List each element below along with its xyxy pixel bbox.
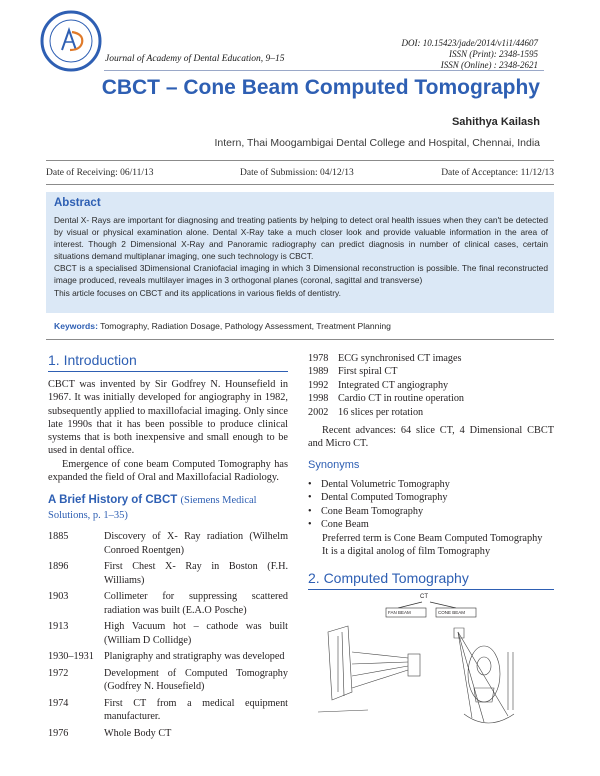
journal-logo (40, 10, 102, 72)
keywords-rule (46, 339, 554, 340)
history-event: Cardio CT in routine operation (338, 393, 465, 405)
history-year: 1930–1931 (48, 651, 94, 662)
history-event: Planigraphy and stratigraphy was developed (104, 651, 285, 662)
history-year: 1896 (48, 561, 69, 572)
date-receiving: Date of Receiving: 06/11/13 (46, 168, 154, 178)
history-event: ECG synchronised CT images (338, 353, 462, 364)
introduction-text (48, 378, 288, 484)
doi: DOI: 10.15423/jade/2014/v1i1/44607 (401, 38, 538, 48)
history-year: 1976 (48, 727, 69, 739)
ct-diagram (308, 592, 554, 742)
intro-paragraph-2: Emergence of cone beam Computed Tomography has expanded the field of Oral and Maxillofacial Radiology. (48, 458, 288, 484)
history-row (48, 650, 288, 667)
history-year: 1885 (48, 531, 69, 542)
history-year: 1998 (308, 393, 329, 405)
synonym-item: • Cone Beam Tomography (308, 505, 450, 518)
history-event: First Chest X- Ray in Boston (F.H. Williams) (104, 561, 288, 586)
diagram-label-cone-beam: CONE BEAM (438, 610, 466, 615)
dates-rule-top (46, 160, 554, 161)
abstract-paragraph-3: This article focuses on CBCT and its applications in various fields of dentistry. (54, 287, 341, 298)
author-name: Sahithya Kailash (451, 116, 540, 128)
history-row (48, 560, 288, 590)
synonym-item: • Dental Computed Tomography (308, 491, 450, 504)
date-acceptance: Date of Acceptance: 11/12/13 (441, 168, 554, 178)
abstract-paragraph-2: CBCT is a specialised 3Dimensional Craniofacial imaging in which 3 Dimensional reconstruction is possible. The final reconstructed image produced, reveals multilayer images in 3 orthogonal planes (coronal, sagittal and transverse) (54, 263, 548, 286)
author-affiliation: Intern, Thai Moogambigai Dental College and Hospital, Chennai, India (214, 137, 540, 149)
history-source: (Siemens Medical Solutions, p. 1–35) (48, 495, 257, 521)
keywords-label: Keywords: (54, 321, 98, 331)
diagram-label-fan-beam: FAN BEAM (388, 610, 411, 615)
journal-pages: 9–15 (265, 54, 285, 64)
history-row (48, 590, 288, 620)
journal-name: Journal of Academy of Dental Education, (105, 54, 264, 64)
history-row (48, 667, 288, 697)
history-year: 1992 (308, 379, 329, 391)
history-event: Discovery of X- Ray radiation (Wilhelm Conroed Roentgen) (104, 531, 288, 556)
history-year: 1972 (48, 667, 69, 679)
recent-advances: Recent advances: 64 slice CT, 4 Dimensional CBCT and Micro CT. (308, 425, 554, 450)
synonyms-list (308, 478, 450, 532)
history-row (308, 379, 464, 392)
history-event: Development of Computed Tomography (Godfrey N. Housefield) (104, 667, 288, 692)
history-year: 1913 (48, 621, 69, 632)
history-year: 2002 (308, 406, 329, 418)
abstract-text (54, 214, 548, 299)
history-year: 1903 (48, 591, 69, 602)
history-heading (48, 493, 288, 523)
history-row (308, 392, 464, 405)
history-row (48, 620, 288, 650)
history-row (308, 352, 464, 365)
diagram-label-ct: CT (420, 594, 428, 600)
section-rule-computed-tomography (308, 589, 554, 590)
dates-rule-bottom (46, 184, 554, 185)
history-event: High Vacuum hot – cathode was built (William D Collidge) (104, 621, 288, 646)
history-table-continued (308, 352, 464, 419)
history-event: Whole Body CT (104, 727, 172, 739)
section-heading-introduction: 1. Introduction (48, 352, 137, 368)
history-year: 1974 (48, 697, 69, 709)
cone-beam-sketch (454, 628, 514, 723)
history-row (308, 365, 464, 378)
article-identifiers (402, 38, 539, 71)
synonyms-heading: Synonyms (308, 459, 360, 471)
history-year: 1978 (308, 353, 329, 364)
issn-print: ISSN (Print): 2348-1595 (449, 49, 538, 59)
synonyms-notes (322, 532, 554, 559)
intro-paragraph-1: CBCT was invented by Sir Godfrey N. Hounsefield in 1967. It was initially developed for angiography in 1982, subsequently applied to maxillofacial imaging. Only since late 1990s that it has been possible to produce clinical systems that is both inexpensive and small enough to be used in dental office. (48, 379, 288, 457)
synonym-item: • Dental Volumetric Tomography (308, 478, 450, 491)
section-heading-computed-tomography: 2. Computed Tomography (308, 570, 469, 586)
synonym-item: • Cone Beam (308, 518, 450, 531)
abstract-heading: Abstract (54, 197, 101, 209)
history-table (48, 530, 288, 743)
header-rule (104, 70, 544, 71)
history-event: First spiral CT (338, 366, 398, 378)
synonyms-note-1: Preferred term is Cone Beam Computed Tomography (322, 533, 543, 544)
issn-online: ISSN (Online) : 2348-2621 (440, 60, 538, 70)
journal-citation (105, 54, 285, 64)
history-event: Collimeter for suppressing scattered radiation was built (E.A.O Posche) (104, 591, 288, 616)
history-row (48, 727, 288, 744)
history-event: Integrated CT angiography (338, 379, 449, 391)
article-title: CBCT – Cone Beam Computed Tomography (101, 76, 540, 99)
fan-beam-sketch (318, 626, 420, 712)
keywords-text: Tomography, Radiation Dosage, Pathology Assessment, Treatment Planning (100, 321, 391, 331)
history-row (308, 406, 464, 419)
history-row (48, 697, 288, 727)
history-event: First CT from a medical equipment manufacturer. (104, 697, 288, 722)
history-event: 16 slices per rotation (338, 406, 424, 418)
history-row (48, 530, 288, 560)
keywords (54, 321, 391, 331)
abstract-paragraph-1: Dental X- Rays are important for diagnosing and treating patients by helping to detect oral health issues when they can't be detected by visual or physical examination alone. Dental X-Ray take a much closer look and provide valuable information in the area of interest. Though 2 Dimensional X-Ray and Panoramic radiography can predict diagnosis in number of clinical cases, certain situations demand multiplanar imaging, one such technology is CBCT. (54, 215, 548, 262)
date-submission: Date of Submission: 04/12/13 (240, 168, 354, 178)
history-title: A Brief History of CBCT (48, 494, 178, 506)
section-rule-introduction (48, 371, 288, 372)
history-year: 1989 (308, 366, 329, 378)
synonyms-note-2: It is a digital anolog of film Tomography (322, 546, 491, 558)
